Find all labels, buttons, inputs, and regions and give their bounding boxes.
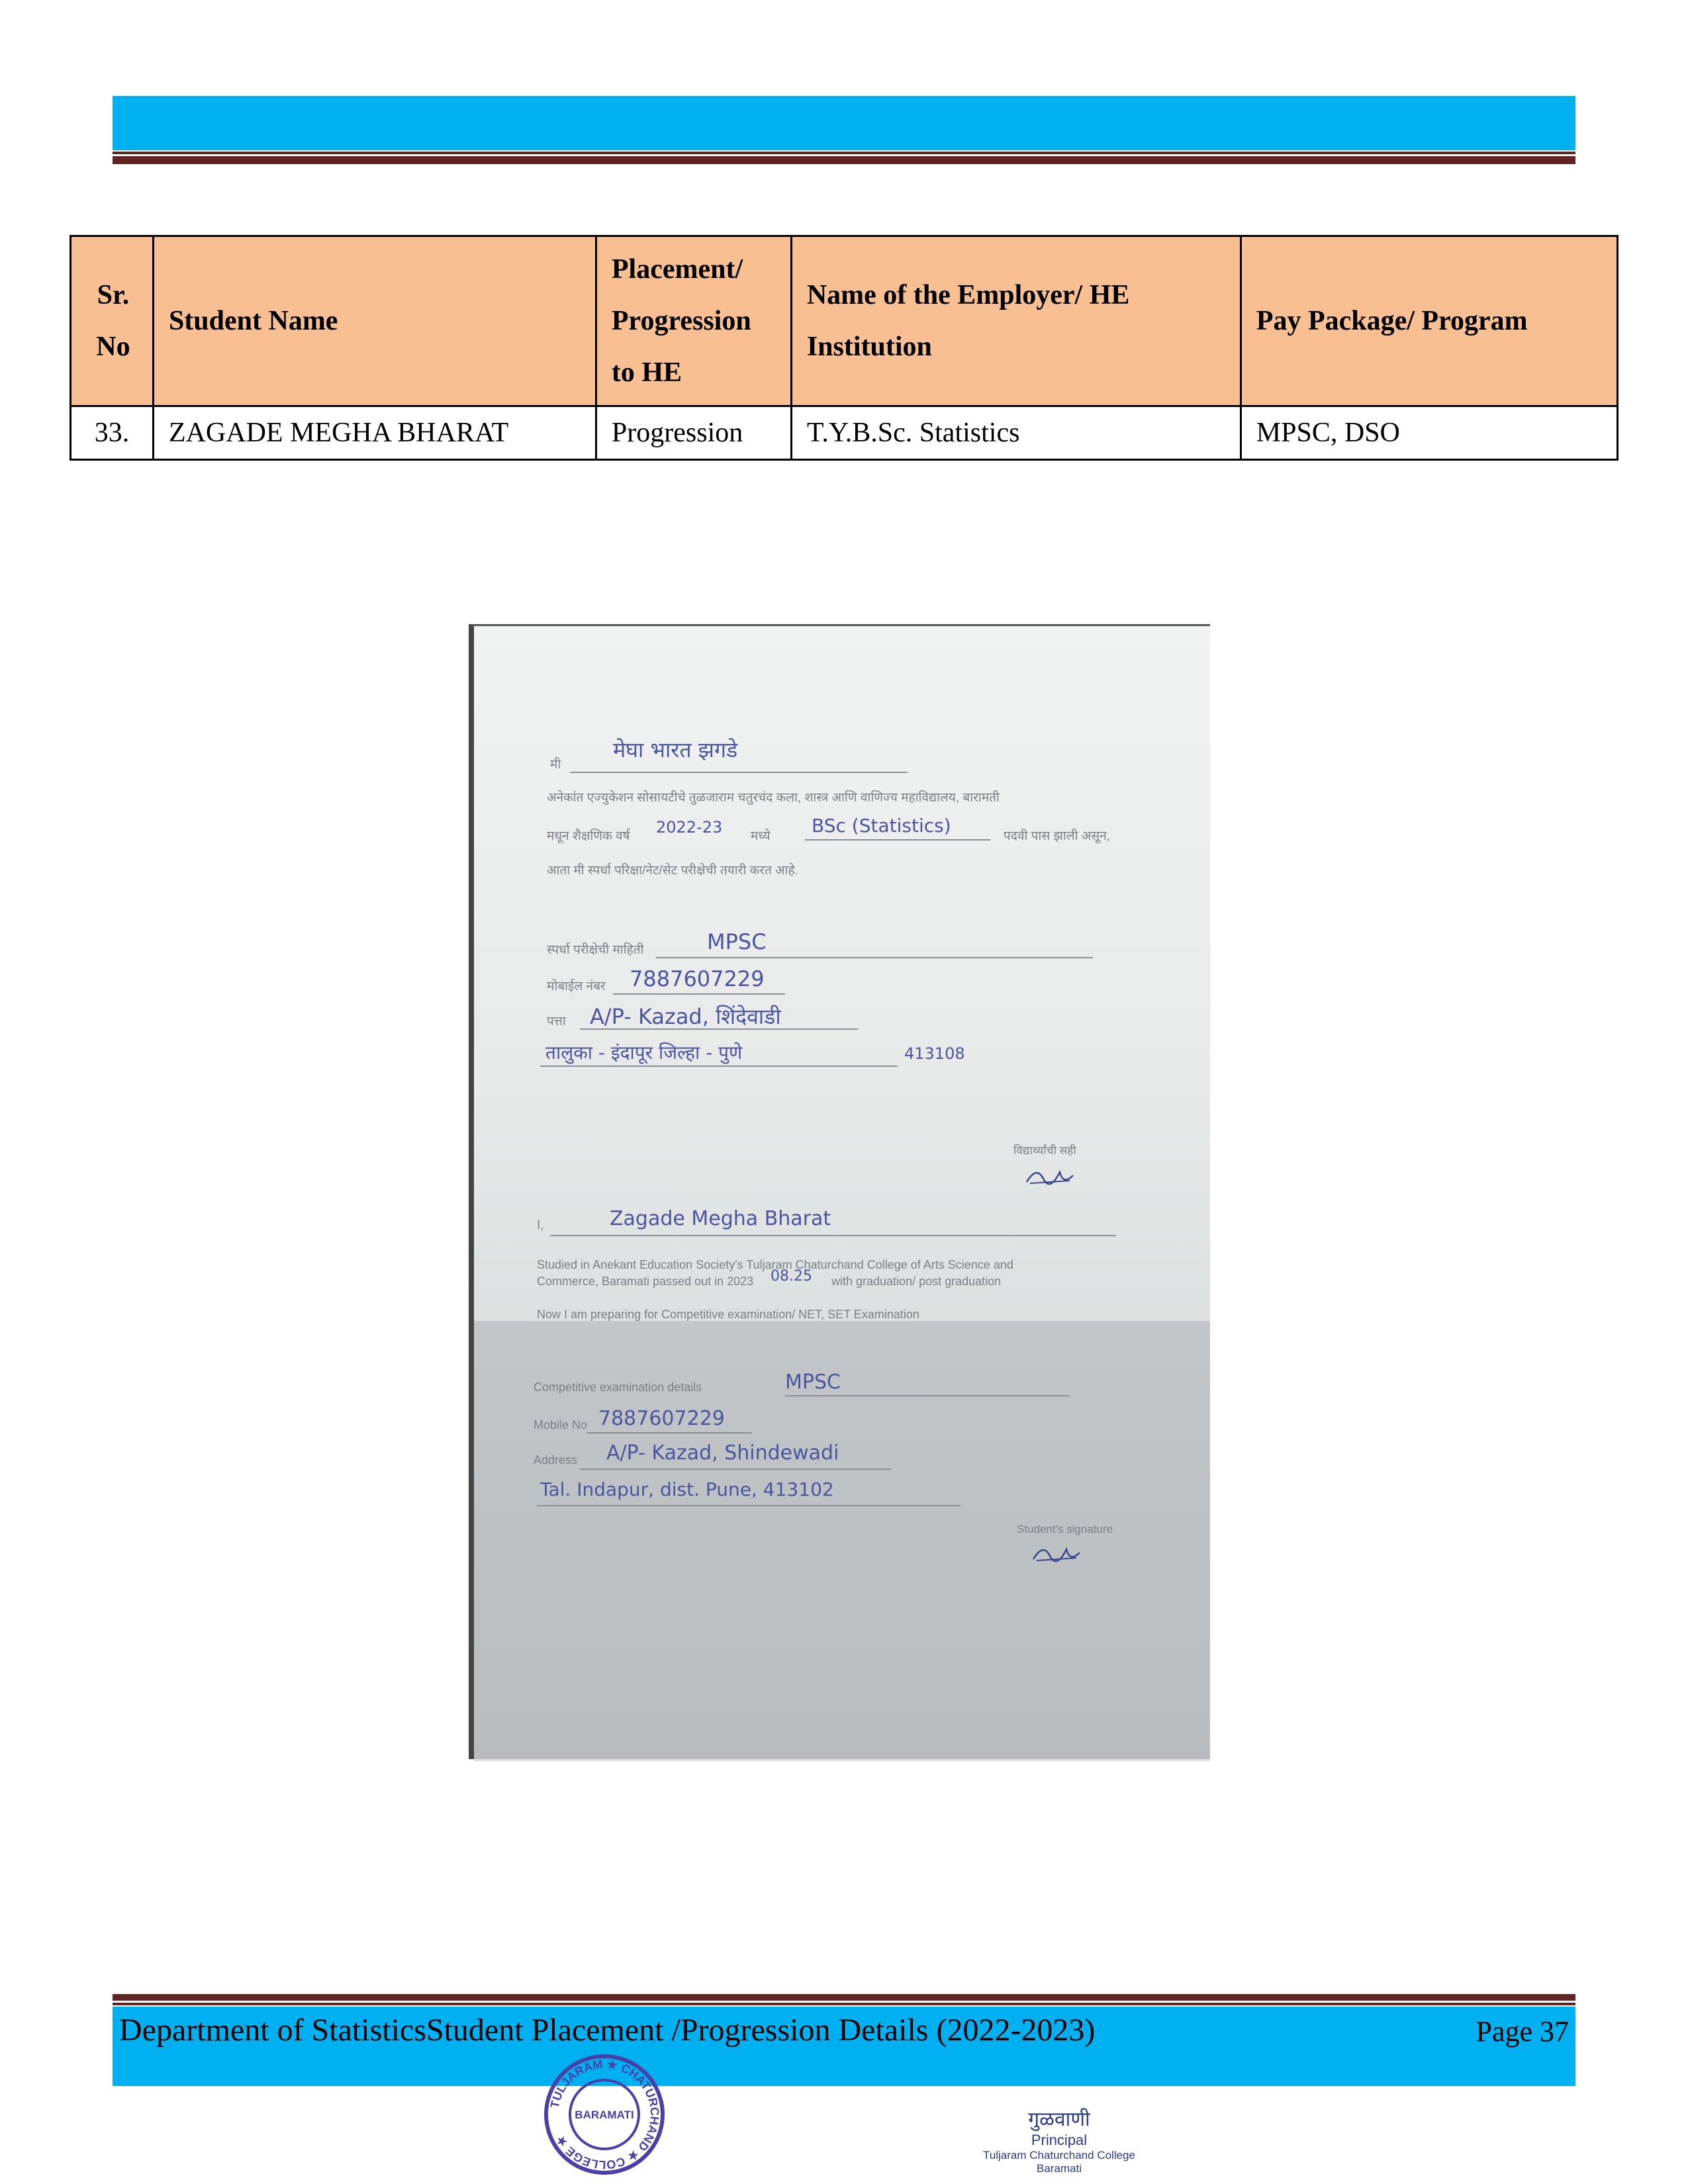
header-rule-thick — [113, 156, 1575, 164]
marathi-line-3: आता मी स्पर्धा परिक्षा/नेट/सेट परीक्षेची तयारी करत आहे. — [547, 864, 798, 878]
header-placement: Placement/ Progression to HE — [596, 236, 791, 406]
cell-student-name: ZAGADE MEGHA BHARAT — [153, 406, 596, 460]
college-seal-stamp — [541, 2052, 667, 2177]
placement-table — [70, 235, 1618, 461]
scanned-declaration-form: मी मेघा भारत झगडे अनेकांत एज्युकेशन सोसायटीचे तुळजाराम चतुरचंद कला, शास्त्र आणि वाणिज्य महाविद्यालय, बारामती मधून शैक्षणिक वर्ष 2022-23 मध्ये BSc (Statistics) पदवी पास झाली असून, आता मी स्पर्धा परिक्षा/नेट/सेट परीक्षेची तयारी करत आहे. स्पर्धा परीक्षेची माहिती MPSC मोबाईल नंबर 7887607229 पत्ता A/P- Kazad, शिंदेवाडी तालुका - इंदापूर जिल्हा - पुणे 413108 विद्यार्थ्यांची सही I, Zagade Megha Bharat Studied in Anekant Education Society's Tuljaram Chaturchand College of Arts Science and Commerce, Baramati passed out in 2023 08.25 with graduation/ post graduation Now I am preparing for Competitive examination/ NET, SET Examination Competitive examination details MPSC Mobile No 7887607229 Address A/P- Kazad, Shindewadi Tal. Indapur, dist. Pune, 413102 Student's signature — [469, 624, 1210, 1759]
header-rule — [113, 152, 1575, 154]
footer-page-number: Page 37 — [1476, 2015, 1569, 2048]
footer-rule-thick — [113, 1994, 1575, 2001]
marathi-line-1: अनेकांत एज्युकेशन सोसायटीचे तुळजाराम चतुरचंद कला, शास्त्र आणि वाणिज्य महाविद्यालय, बारामती — [547, 791, 1000, 805]
principal-city: Baramati — [1036, 2162, 1082, 2175]
footer-rule — [113, 2003, 1575, 2005]
cell-placement: Progression — [596, 406, 791, 460]
cell-employer: T.Y.B.Sc. Statistics — [791, 406, 1241, 460]
marathi-course: BSc (Statistics) — [812, 815, 951, 837]
student-signature-2 — [1030, 1539, 1083, 1566]
english-address-2: Tal. Indapur, dist. Pune, 413102 — [540, 1479, 834, 1500]
table-header-row — [71, 236, 1618, 406]
svg-text:TULJARAM ★ CHATURCHAND ★ COLLE: TULJARAM ★ CHATURCHAND ★ COLLEGE ★ — [547, 2057, 662, 2172]
svg-text:BARAMATI: BARAMATI — [575, 2109, 634, 2121]
header-band — [113, 96, 1575, 150]
table-row — [71, 406, 1618, 460]
marathi-name: मेघा भारत झगडे — [613, 737, 738, 762]
principal-title: Principal — [1031, 2132, 1088, 2148]
header-sr-no: Sr. No — [71, 236, 154, 406]
header-student-name: Student Name — [153, 236, 596, 406]
principal-signature: गुळवाणी — [1028, 2108, 1090, 2131]
english-address-1: A/P- Kazad, Shindewadi — [606, 1441, 839, 1465]
marathi-mobile: 7887607229 — [630, 966, 765, 991]
english-line-3: Now I am preparing for Competitive examination/ NET, SET Examination — [537, 1308, 919, 1321]
principal-college: Tuljaram Chaturchand College — [983, 2149, 1135, 2161]
marathi-year: 2022-23 — [656, 818, 723, 837]
student-signature-1 — [1023, 1162, 1076, 1189]
cell-pay-package: MPSC, DSO — [1241, 406, 1617, 460]
english-mobile: 7887607229 — [598, 1407, 725, 1430]
header-employer: Name of the Employer/ HE Institution — [791, 236, 1241, 406]
cell-sr-no: 33. — [71, 406, 154, 460]
marathi-address-2: तालुका - इंदापूर जिल्हा - पुणे — [545, 1042, 743, 1064]
header-pay-package: Pay Package/ Program — [1241, 236, 1617, 406]
marathi-exam: MPSC — [707, 929, 767, 954]
english-line-1: Studied in Anekant Education Society's Tuljaram Chaturchand College of Arts Science and — [537, 1258, 1013, 1271]
english-exam: MPSC — [785, 1371, 841, 1394]
marathi-pin: 413108 — [904, 1044, 965, 1063]
marathi-address-1: A/P- Kazad, शिंदेवाडी — [590, 1004, 781, 1029]
english-name: Zagade Megha Bharat — [610, 1207, 831, 1230]
footer-department-text: Department of StatisticsStudent Placement /Progression Details (2022-2023) — [119, 2013, 1096, 2048]
principal-signature-block — [966, 2105, 1152, 2175]
english-date: 08.25 — [771, 1268, 812, 1285]
